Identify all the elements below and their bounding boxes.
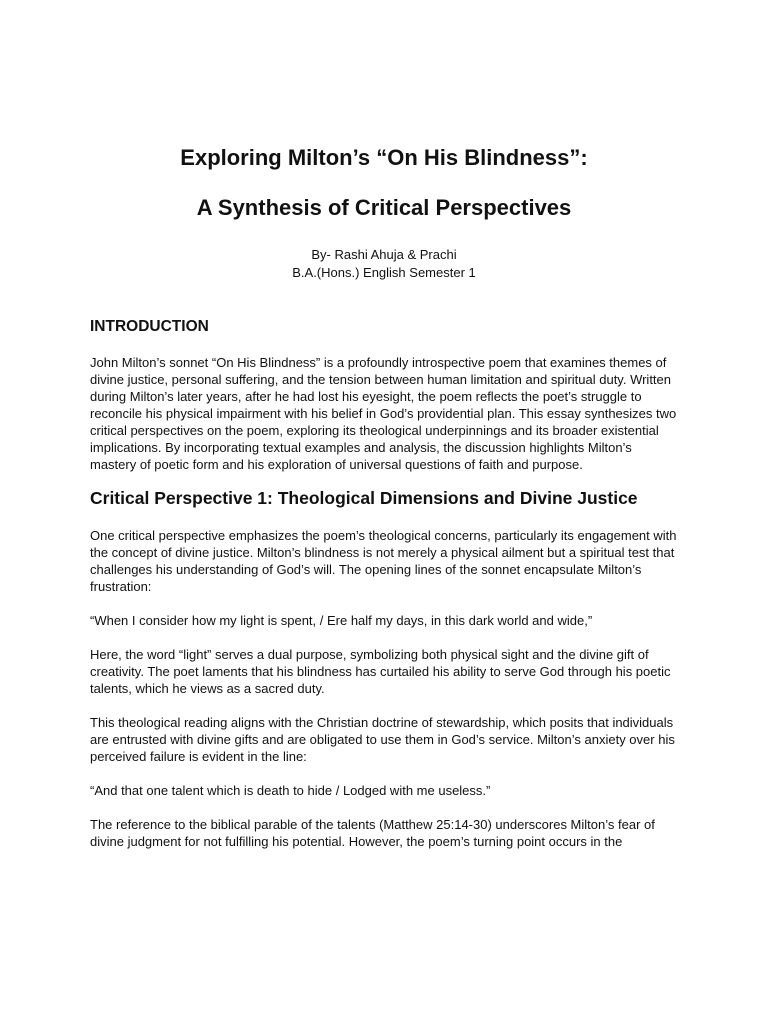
document-subtitle: A Synthesis of Critical Perspectives: [196, 195, 572, 220]
quote-paragraph: “And that one talent which is death to hide / Lodged with me useless.”: [90, 783, 491, 798]
section1-paragraph: One critical perspective emphasizes the poem’s theological concerns, particularly its engagement with the concept of divine justice. Milton’s blindness is not merely a physical ailment but a spiritual test that challenges his understanding of God’s will. The opening lines of the sonnet encapsulate Milton’s frustration:: [90, 528, 677, 594]
quote-paragraph: “When I consider how my light is spent, / Ere half my days, in this dark world and wide,”: [90, 613, 593, 628]
authors: By- Rashi Ahuja & Prachi: [311, 247, 457, 262]
document-title: Exploring Milton’s “On His Blindness”:: [180, 145, 588, 170]
section1-paragraph: Here, the word “light” serves a dual purpose, symbolizing both physical sight and the divine gift of creativity. The poet laments that his blindness has curtailed his ability to serve God through his poetic talents, which he views as a sacred duty.: [90, 647, 671, 696]
introduction-paragraph: John Milton’s sonnet “On His Blindness” is a profoundly introspective poem that examines themes of divine justice, personal suffering, and the tension between human limitation and spiritual duty. Written during Milton’s later years, after he had lost his eyesight, the poem reflects the poet’s struggle to reconcile his physical impairment with his belief in God’s providential plan. This essay synthesizes two critical perspectives on the poem, exploring its theological underpinnings and its broader existential implications. By incorporating textual examples and analysis, the discussion highlights Milton’s mastery of poetic form and his exploration of universal questions of faith and purpose.: [90, 355, 677, 472]
section1-heading: Critical Perspective 1: Theological Dimensions and Divine Justice: [90, 488, 638, 508]
title-block: [90, 0, 678, 282]
introduction-heading: INTRODUCTION: [90, 318, 209, 335]
byline: [90, 246, 678, 282]
section1-paragraph: The reference to the biblical parable of the talents (Matthew 25:14-30) underscores Milton’s fear of divine judgment for not fulfilling his potential. However, the poem’s turning point occurs in the: [90, 817, 655, 849]
section1-paragraph: This theological reading aligns with the Christian doctrine of stewardship, which posits that individuals are entrusted with divine gifts and are obligated to use them in God’s service. Milton’s anxiety over his perceived failure is evident in the line:: [90, 715, 675, 764]
course-info: B.A.(Hons.) English Semester 1: [292, 265, 476, 280]
